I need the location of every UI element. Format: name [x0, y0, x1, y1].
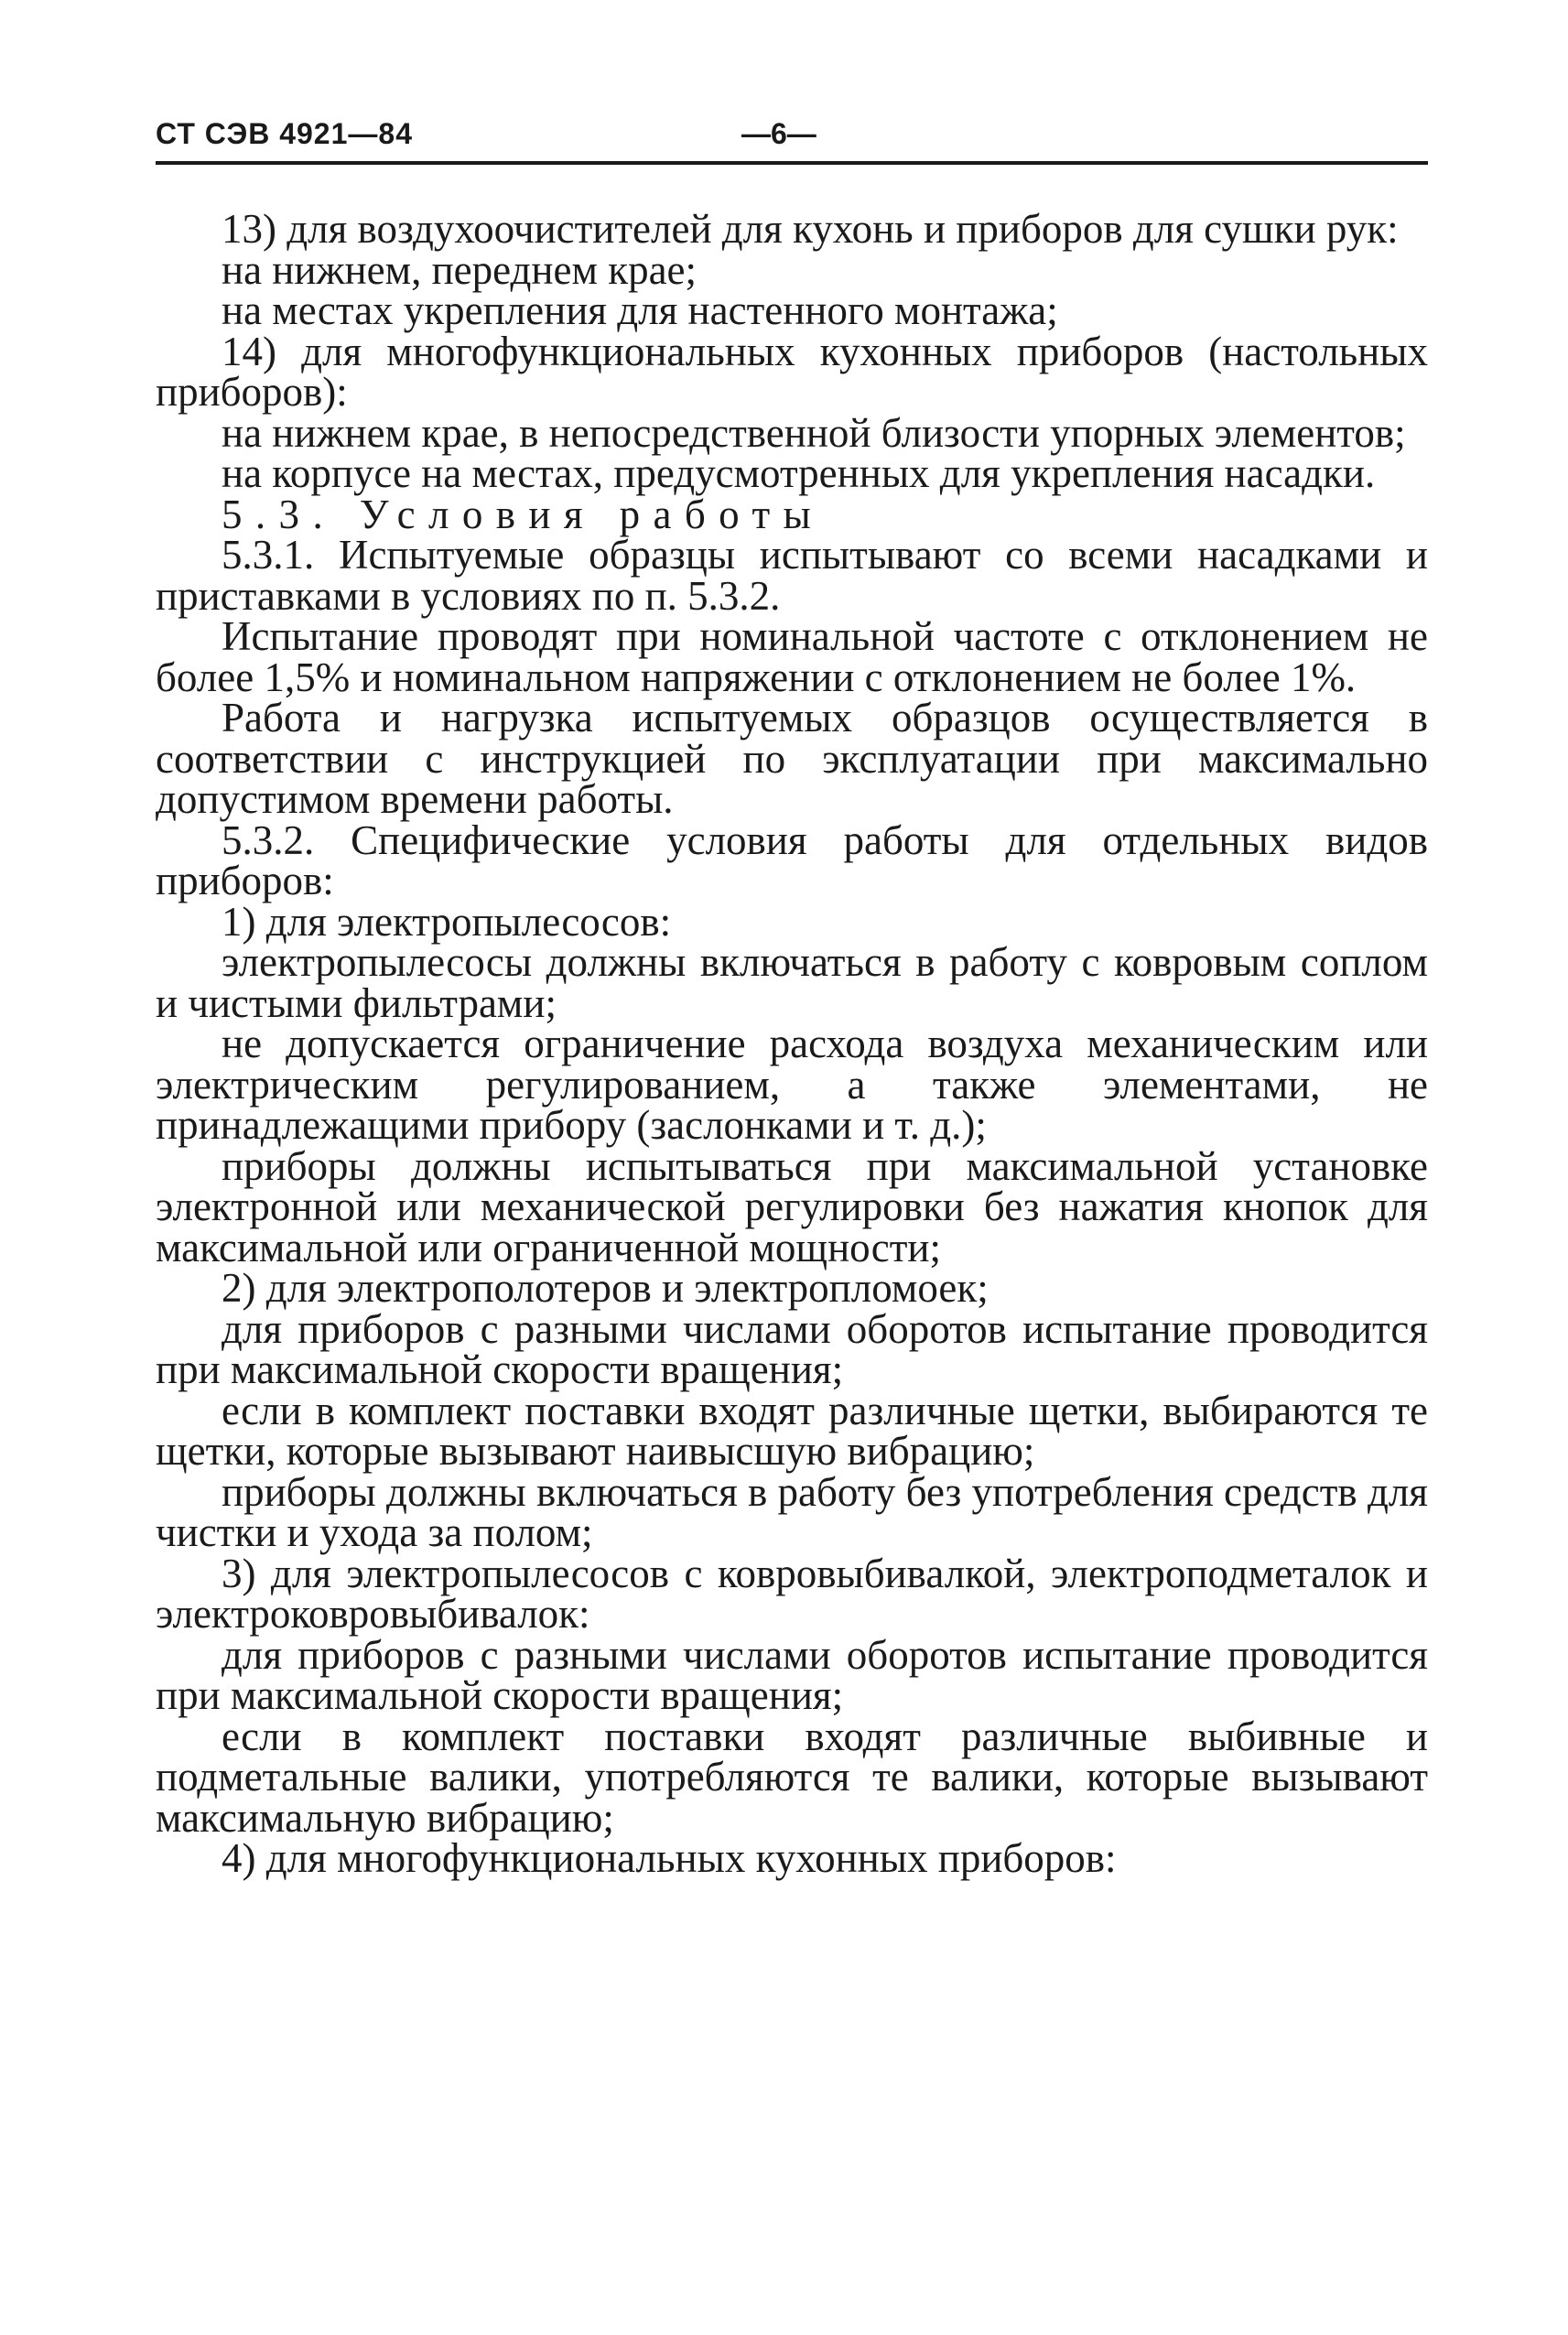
list-item-4: 4) для многофункциональных кухонных приборов: [222, 1835, 1117, 1881]
paragraph: если в комплект поставки входят различные выбивные и подметальные валики, употребляются те валики, которые вызывают максимальную вибрацию; [156, 1713, 1428, 1841]
standard-code: СТ СЭВ 4921—84 [156, 117, 413, 150]
paragraph: для приборов с разными числами оборотов испытание проводится при максимальной скорости вращения; [156, 1631, 1428, 1718]
list-item-2: 2) для электрополотеров и электропломоек; [222, 1265, 989, 1311]
header-rule [156, 161, 1428, 165]
clause-5-3-1: 5.3.1. Испытуемые образцы испытывают со всеми насадками и приставками в условиях по п. 5.3.2. [156, 532, 1428, 619]
page-number: —6— [741, 117, 816, 150]
paragraph: на местах укрепления для настенного монтажа; [222, 287, 1058, 333]
paragraph: не допускается ограничение расхода воздуха механическим или электрическим регулированием, а также элементами, не принадлежащими прибору (заслонками и т. д.); [156, 1021, 1428, 1148]
list-item-14: 14) для многофункциональных кухонных приборов (настольных приборов): [156, 328, 1428, 415]
paragraph: если в комплект поставки входят различные щетки, выбираются те щетки, которые вызывают наивысшую вибрацию; [156, 1387, 1428, 1474]
paragraph: приборы должны включаться в работу без употребления средств для чистки и ухода за полом; [156, 1468, 1428, 1555]
paragraph: на нижнем крае, в непосредственной близости упорных элементов; [222, 409, 1406, 456]
list-item-3: 3) для электропылесосов с ковровыбивалкой, электроподметалок и электроковровыбивалок: [156, 1550, 1428, 1637]
list-item-13: 13) для воздухоочистителей для кухонь и приборов для сушки рук: [222, 206, 1399, 252]
paragraph: на корпусе на местах, предусмотренных для укрепления насадки. [222, 450, 1376, 496]
paragraph: Испытание проводят при номинальной частоте с отклонением не более 1,5% и номинальном напряжении с отклонением не более 1%. [156, 613, 1428, 700]
paragraph: для приборов с разными числами оборотов испытание проводится при максимальной скорости вращения; [156, 1305, 1428, 1392]
subsection-heading: 5.3. Условия работы [222, 491, 825, 537]
paragraph: Работа и нагрузка испытуемых образцов осуществляется в соответствии с инструкцией по эксплуатации при максимально допустимом времени работы. [156, 695, 1428, 822]
clause-5-3-2: 5.3.2. Специфические условия работы для отдельных видов приборов: [156, 816, 1428, 903]
list-item-1: 1) для электропылесосов: [222, 898, 672, 945]
document-body [156, 206, 1428, 1881]
paragraph: на нижнем, переднем крае; [222, 246, 697, 293]
paragraph: электропылесосы должны включаться в работу с ковровым соплом и чистыми фильтрами; [156, 939, 1428, 1026]
paragraph: приборы должны испытываться при максимальной установке электронной или механической регулировки без нажатия кнопок для максимальной или ограниченной мощности; [156, 1142, 1428, 1270]
page-header [156, 108, 1428, 163]
